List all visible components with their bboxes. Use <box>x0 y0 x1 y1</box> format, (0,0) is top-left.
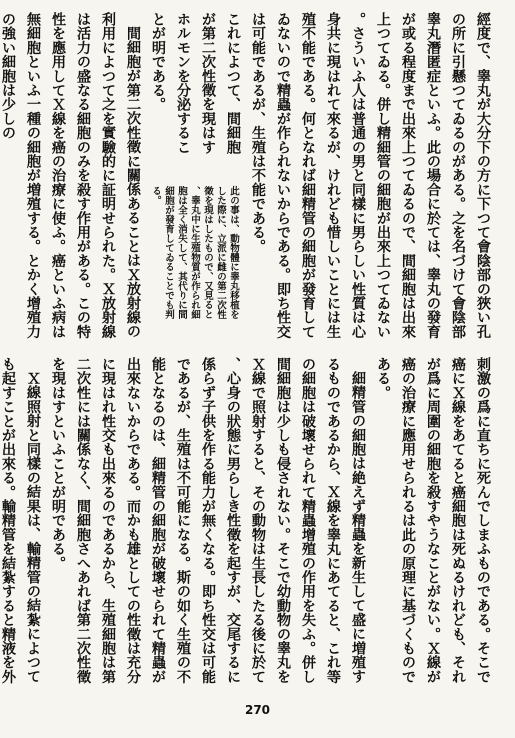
top-text-section <box>0 12 495 344</box>
paragraph: これによつて、間細胞が第二次性徵を現はすホルモンを分泌することが明である。 <box>150 12 241 154</box>
paragraph: 刺激の爲に直ちに死んでしまふものである。そこで癌にＸ線をあてると癌細胞は死ぬるけれども、それが爲に周圍の細胞を殺すやうなことがない。Ｘ線が癌の治療に應用せられるは此の原理に基づくものである。 <box>375 357 491 684</box>
paragraph: 間細胞が第二次性徵に關係あることはＸ放射線の利用によつて之を實驗的に証明せられた。Ｘ放射線は活力の盛なる細胞のみを殺す作用がある。この特性を應用してＸ線を癌の治療に使ふ。癌といふ病は無細胞といふ一種の細胞が増殖する。とかく增殖力の強い細胞は少しの <box>0 12 141 339</box>
page-number: 270 <box>244 703 271 717</box>
paragraph: 細精管の細胞は絶えず精蟲を新生して盛に増殖するものであるから、Ｘ線を睾丸にあてると、これ等の細胞は破壞せられて精蟲增殖の作用を失ふ。併し間細胞は少しも侵されない。そこで幼動物の睾丸をＸ線で照射すると、その動物は生長したる後に於て、心身の狀態に男らしき性徵を起すが、交尾するに係らず子供を作る能力が無くなる。即ち性交は可能であるが、生殖は不可能になる。斯の如く生殖の不能となるのは、細精管の細胞が破壞せられて精蟲が出來ないからである。而かも雄としての性徵は充分に現はれ性交も出來るのであるから、生殖細胞は第二次性には關係なく、間細胞さへあれば第二次性徵を現はすといふことが明である。 <box>50 357 366 684</box>
paragraph: Ｘ線照射と同樣の結果は、輸精管の結紮によつても起すことが出來る。輸精管を結紮すると精液を外 <box>0 357 41 684</box>
paragraph: 經度で、睾丸が大分下の方に下つて會陰部の狹い孔の所に引懸つてゐるのがある。之を名づけて會陰部睾丸潛匿症といふ。此の場合に於ては、睾丸の發育が或る程度まで出來上つてゐるので、間細胞は出來上つてゐる。併し精細管の細胞が出來上つてゐない。さういふ人は普通の男と同樣に男らしい性質は心身共に現はれて來るが、けれども惜しいことには生殖不能である。何となれば細精管の細胞が發育してゐないので精蟲が作られないからである。即ち性交は可能であるが、生殖は不能である。 <box>250 12 491 339</box>
annotation-note: 此の事は、動物體に睾丸移植をした際に、立派に雌の第二次性徵を現はしたもので、又見ると、睾丸中に生殖物質が作られ細胞は全く消失して、其代りに間細胞が發育してゐることでも判る。 <box>150 186 239 319</box>
bottom-text-section <box>0 357 495 687</box>
